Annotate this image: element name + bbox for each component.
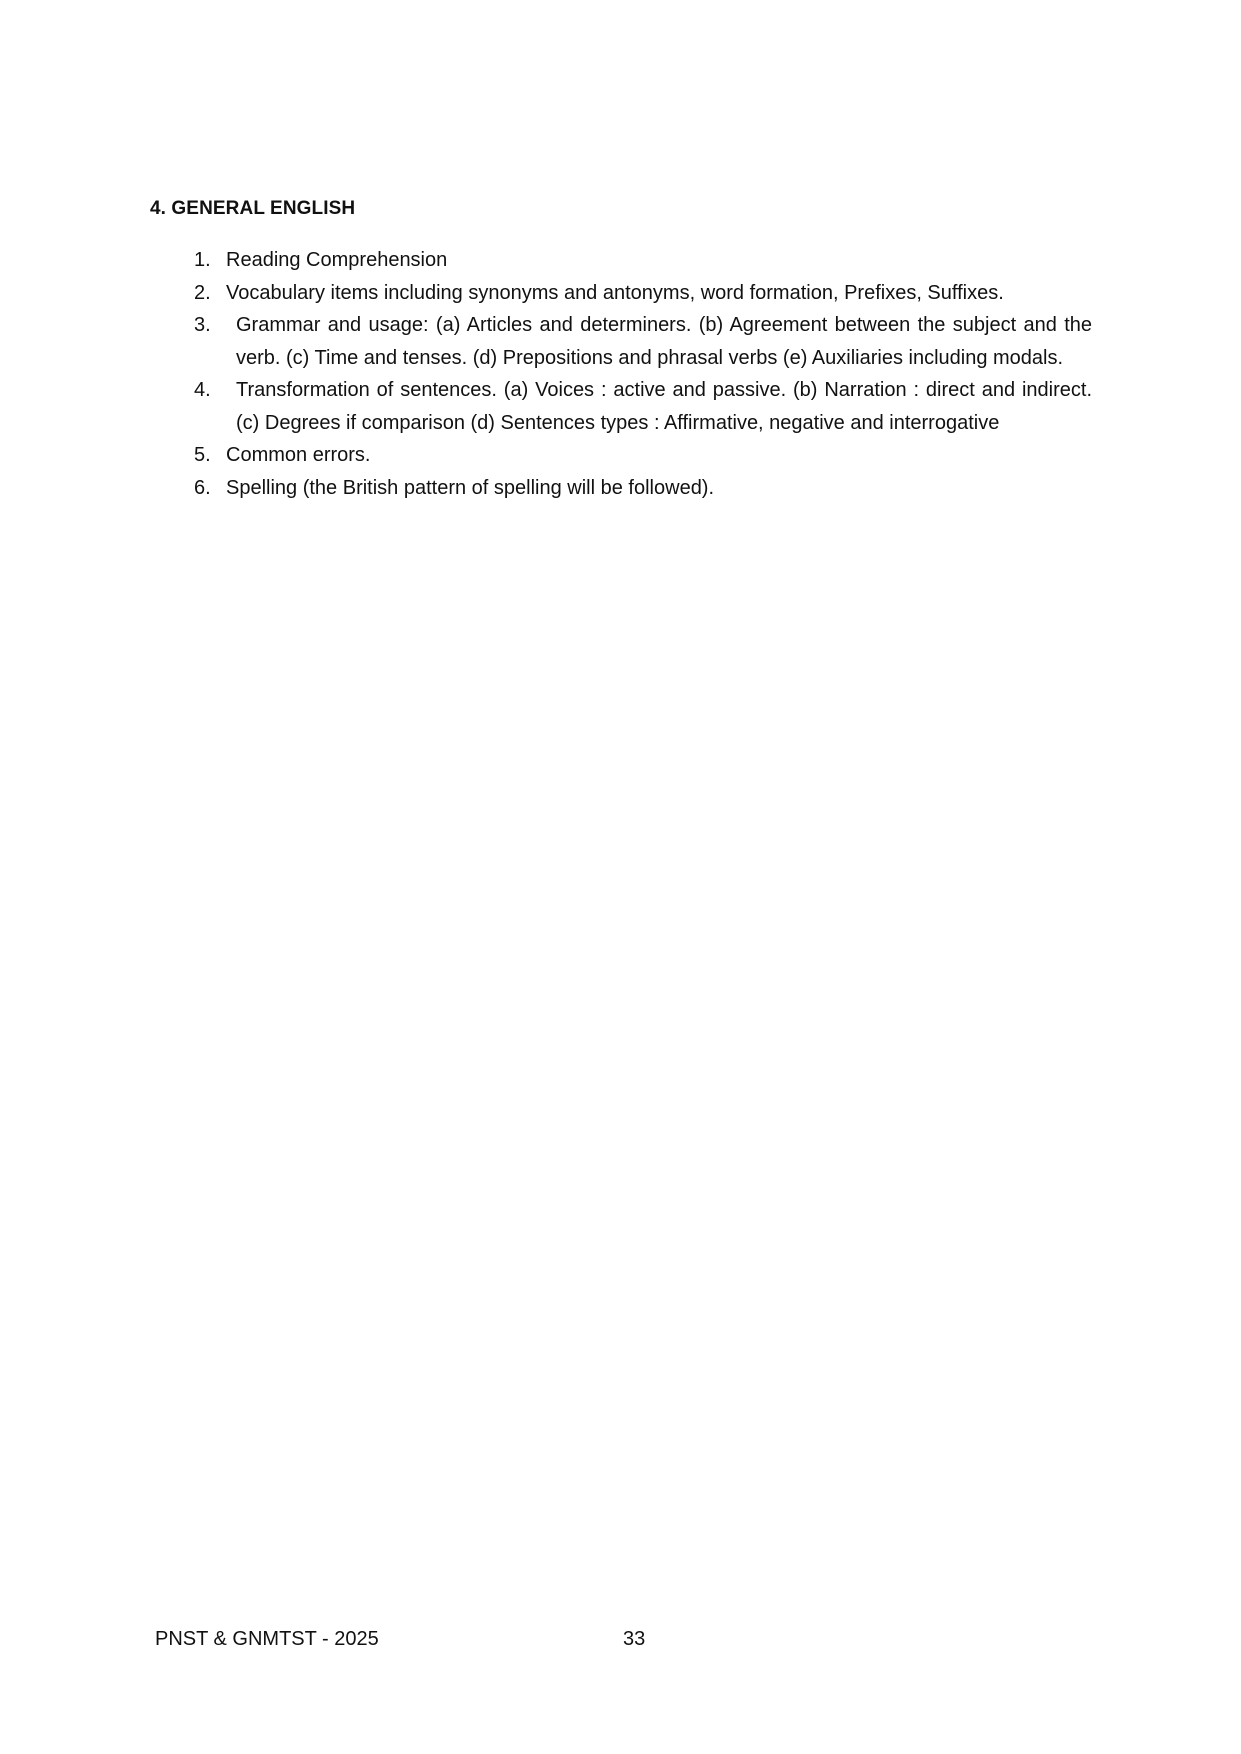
list-item [194, 244, 1092, 277]
item-text: Transformation of sentences. (a) Voices : active and passive. (b) Narration : direct and indirect. (c) Degrees if comparison (d) Sentences types : Affirmative, negative and interrogative [236, 379, 1092, 434]
item-number: 5. [194, 444, 211, 466]
item-number: 4. [194, 379, 211, 401]
syllabus-list [194, 244, 1092, 504]
list-item [194, 374, 1092, 439]
list-item [194, 277, 1092, 310]
list-item [194, 309, 1092, 374]
list-item [194, 439, 1092, 472]
item-number: 1. [194, 249, 211, 271]
item-text: Vocabulary items including synonyms and antonyms, word formation, Prefixes, Suffixes. [226, 281, 1004, 304]
item-number: 6. [194, 476, 211, 499]
item-text: Common errors. [226, 444, 371, 466]
item-text: Grammar and usage: (a) Articles and determiners. (b) Agreement between the subject and the verb. (c) Time and tenses. (d) Prepositions and phrasal verbs (e) Auxiliaries including modals. [236, 314, 1092, 369]
footer-label: PNST & GNMTST - 2025 [155, 1628, 379, 1650]
item-number: 3. [194, 314, 211, 336]
section-heading: 4. GENERAL ENGLISH [150, 198, 356, 219]
page-number: 33 [623, 1628, 646, 1650]
item-text: Spelling (the British pattern of spelling will be followed). [226, 476, 715, 499]
item-text: Reading Comprehension [226, 249, 448, 271]
list-item [194, 472, 1092, 505]
item-number: 2. [194, 281, 211, 304]
